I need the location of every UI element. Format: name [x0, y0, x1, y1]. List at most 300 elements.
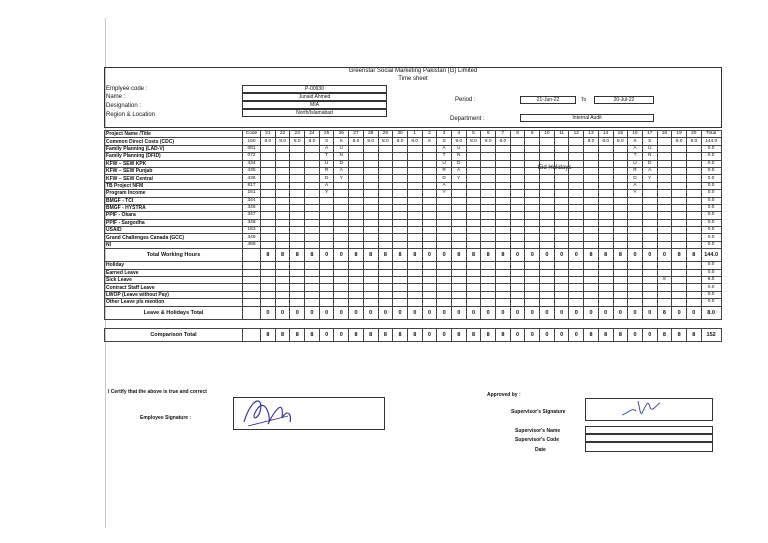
day-cell[interactable] [510, 175, 525, 182]
leave-cell[interactable] [363, 277, 378, 284]
day-cell[interactable] [686, 227, 701, 234]
day-cell[interactable]: 8.0 [672, 138, 687, 145]
day-cell[interactable] [642, 197, 657, 204]
day-cell[interactable] [496, 212, 511, 219]
day-cell[interactable] [422, 167, 437, 174]
leave-cell[interactable] [642, 262, 657, 269]
day-cell[interactable] [598, 167, 613, 174]
leave-cell[interactable]: 8 [657, 277, 672, 284]
day-cell[interactable] [613, 160, 628, 167]
day-cell[interactable] [672, 182, 687, 189]
leave-cell[interactable] [363, 291, 378, 298]
leave-cell[interactable] [275, 299, 290, 306]
day-cell[interactable] [349, 204, 364, 211]
day-cell[interactable] [598, 145, 613, 152]
leave-cell[interactable] [349, 299, 364, 306]
day-cell[interactable] [598, 175, 613, 182]
day-cell[interactable]: U [319, 160, 334, 167]
day-cell[interactable] [569, 204, 584, 211]
day-cell[interactable]: 8.0 [407, 138, 422, 145]
day-cell[interactable]: S [319, 138, 334, 145]
day-cell[interactable] [422, 160, 437, 167]
leave-cell[interactable] [598, 291, 613, 298]
department-field[interactable]: Internal Audit [520, 114, 654, 122]
leave-cell[interactable] [481, 291, 496, 298]
day-cell[interactable] [569, 241, 584, 248]
leave-cell[interactable] [657, 284, 672, 291]
leave-cell[interactable] [422, 299, 437, 306]
leave-cell[interactable] [407, 284, 422, 291]
day-cell[interactable] [393, 182, 408, 189]
day-cell[interactable]: Y [319, 190, 334, 197]
leave-cell[interactable] [363, 299, 378, 306]
day-cell[interactable] [305, 197, 320, 204]
day-cell[interactable] [672, 204, 687, 211]
day-cell[interactable] [554, 204, 569, 211]
day-cell[interactable] [642, 212, 657, 219]
day-cell[interactable] [378, 197, 393, 204]
period-from-field[interactable]: 21-Jun-22 [520, 96, 576, 104]
day-cell[interactable] [466, 190, 481, 197]
leave-cell[interactable] [466, 262, 481, 269]
day-cell[interactable] [628, 219, 643, 226]
day-cell[interactable] [334, 241, 349, 248]
day-cell[interactable] [275, 160, 290, 167]
leave-cell[interactable] [261, 284, 276, 291]
day-cell[interactable]: Y [334, 175, 349, 182]
leave-cell[interactable] [261, 291, 276, 298]
leave-cell[interactable] [481, 269, 496, 276]
day-cell[interactable] [613, 204, 628, 211]
day-cell[interactable] [628, 227, 643, 234]
day-cell[interactable] [569, 197, 584, 204]
day-cell[interactable] [525, 212, 540, 219]
leave-cell[interactable] [451, 284, 466, 291]
leave-cell[interactable] [686, 269, 701, 276]
day-cell[interactable] [657, 182, 672, 189]
leave-cell[interactable] [657, 269, 672, 276]
day-cell[interactable] [686, 190, 701, 197]
day-cell[interactable] [319, 227, 334, 234]
day-cell[interactable] [672, 153, 687, 160]
day-cell[interactable] [613, 197, 628, 204]
day-cell[interactable] [305, 204, 320, 211]
day-cell[interactable] [378, 212, 393, 219]
leave-cell[interactable] [437, 277, 452, 284]
day-cell[interactable] [598, 197, 613, 204]
day-cell[interactable] [642, 227, 657, 234]
leave-cell[interactable] [451, 262, 466, 269]
day-cell[interactable] [305, 190, 320, 197]
day-cell[interactable] [510, 227, 525, 234]
day-cell[interactable] [613, 190, 628, 197]
day-cell[interactable] [349, 160, 364, 167]
leave-cell[interactable] [422, 277, 437, 284]
day-cell[interactable]: N [642, 153, 657, 160]
day-cell[interactable] [422, 241, 437, 248]
day-cell[interactable] [393, 190, 408, 197]
day-cell[interactable] [686, 234, 701, 241]
day-cell[interactable] [540, 182, 555, 189]
day-cell[interactable]: R [319, 167, 334, 174]
day-cell[interactable] [290, 160, 305, 167]
day-cell[interactable]: D [451, 160, 466, 167]
day-cell[interactable]: A [319, 182, 334, 189]
day-cell[interactable]: Y [437, 190, 452, 197]
day-cell[interactable] [290, 212, 305, 219]
leave-cell[interactable] [261, 269, 276, 276]
day-cell[interactable] [437, 204, 452, 211]
day-cell[interactable]: 8.0 [378, 138, 393, 145]
leave-cell[interactable] [642, 299, 657, 306]
day-cell[interactable] [349, 234, 364, 241]
day-cell[interactable] [349, 241, 364, 248]
day-cell[interactable] [584, 182, 599, 189]
day-cell[interactable]: A [642, 167, 657, 174]
day-cell[interactable] [319, 212, 334, 219]
leave-cell[interactable] [613, 262, 628, 269]
leave-cell[interactable] [540, 262, 555, 269]
leave-cell[interactable] [686, 291, 701, 298]
day-cell[interactable] [510, 167, 525, 174]
day-cell[interactable] [393, 234, 408, 241]
day-cell[interactable] [613, 212, 628, 219]
day-cell[interactable] [407, 212, 422, 219]
period-to-field[interactable]: 20-Jul-22 [594, 96, 654, 104]
day-cell[interactable] [363, 175, 378, 182]
day-cell[interactable] [569, 153, 584, 160]
day-cell[interactable]: T [437, 153, 452, 160]
leave-cell[interactable] [554, 299, 569, 306]
day-cell[interactable]: A [628, 182, 643, 189]
leave-cell[interactable] [628, 269, 643, 276]
day-cell[interactable] [261, 160, 276, 167]
day-cell[interactable] [540, 212, 555, 219]
leave-cell[interactable] [466, 269, 481, 276]
day-cell[interactable] [525, 234, 540, 241]
leave-cell[interactable] [598, 284, 613, 291]
day-cell[interactable] [686, 160, 701, 167]
leave-cell[interactable] [349, 262, 364, 269]
leave-cell[interactable] [437, 269, 452, 276]
leave-cell[interactable] [451, 277, 466, 284]
leave-cell[interactable] [554, 262, 569, 269]
day-cell[interactable] [540, 227, 555, 234]
day-cell[interactable] [584, 234, 599, 241]
leave-cell[interactable] [672, 269, 687, 276]
day-cell[interactable] [613, 153, 628, 160]
day-cell[interactable] [481, 190, 496, 197]
day-cell[interactable] [686, 212, 701, 219]
day-cell[interactable]: 8.0 [349, 138, 364, 145]
day-cell[interactable]: N [451, 153, 466, 160]
day-cell[interactable] [407, 241, 422, 248]
day-cell[interactable] [510, 182, 525, 189]
day-cell[interactable] [525, 138, 540, 145]
day-cell[interactable] [466, 219, 481, 226]
day-cell[interactable] [686, 175, 701, 182]
day-cell[interactable] [334, 197, 349, 204]
day-cell[interactable] [437, 227, 452, 234]
day-cell[interactable] [672, 241, 687, 248]
day-cell[interactable] [481, 212, 496, 219]
day-cell[interactable] [261, 219, 276, 226]
day-cell[interactable] [393, 241, 408, 248]
leave-cell[interactable] [554, 269, 569, 276]
day-cell[interactable] [628, 241, 643, 248]
day-cell[interactable] [525, 182, 540, 189]
day-cell[interactable] [584, 204, 599, 211]
day-cell[interactable] [554, 175, 569, 182]
day-cell[interactable]: D [437, 175, 452, 182]
day-cell[interactable] [510, 234, 525, 241]
day-cell[interactable] [290, 175, 305, 182]
day-cell[interactable] [481, 204, 496, 211]
day-cell[interactable] [525, 145, 540, 152]
leave-cell[interactable] [393, 277, 408, 284]
day-cell[interactable] [319, 234, 334, 241]
leave-cell[interactable] [422, 262, 437, 269]
day-cell[interactable] [275, 212, 290, 219]
leave-cell[interactable] [481, 277, 496, 284]
day-cell[interactable] [290, 204, 305, 211]
day-cell[interactable] [466, 153, 481, 160]
leave-cell[interactable] [422, 291, 437, 298]
day-cell[interactable] [451, 212, 466, 219]
day-cell[interactable] [363, 182, 378, 189]
day-cell[interactable] [290, 197, 305, 204]
day-cell[interactable] [686, 167, 701, 174]
leave-cell[interactable] [613, 269, 628, 276]
leave-cell[interactable] [686, 284, 701, 291]
day-cell[interactable] [305, 160, 320, 167]
day-cell[interactable] [613, 167, 628, 174]
day-cell[interactable]: U [451, 145, 466, 152]
day-cell[interactable]: A [451, 167, 466, 174]
leave-cell[interactable] [451, 291, 466, 298]
day-cell[interactable] [657, 153, 672, 160]
day-cell[interactable] [349, 197, 364, 204]
day-cell[interactable]: R [628, 167, 643, 174]
leave-cell[interactable] [407, 277, 422, 284]
day-cell[interactable] [349, 167, 364, 174]
day-cell[interactable] [305, 212, 320, 219]
day-cell[interactable] [363, 212, 378, 219]
day-cell[interactable] [334, 219, 349, 226]
leave-cell[interactable] [275, 262, 290, 269]
day-cell[interactable] [422, 190, 437, 197]
day-cell[interactable] [451, 182, 466, 189]
leave-cell[interactable] [407, 269, 422, 276]
leave-cell[interactable] [525, 299, 540, 306]
leave-cell[interactable] [540, 284, 555, 291]
day-cell[interactable] [540, 241, 555, 248]
day-cell[interactable] [496, 241, 511, 248]
day-cell[interactable] [642, 234, 657, 241]
day-cell[interactable] [642, 182, 657, 189]
day-cell[interactable]: A [628, 145, 643, 152]
day-cell[interactable] [686, 241, 701, 248]
day-cell[interactable] [496, 175, 511, 182]
day-cell[interactable] [378, 227, 393, 234]
day-cell[interactable]: 8.0 [584, 138, 599, 145]
leave-cell[interactable] [437, 291, 452, 298]
day-cell[interactable] [569, 234, 584, 241]
day-cell[interactable] [407, 167, 422, 174]
leave-cell[interactable] [378, 299, 393, 306]
leave-cell[interactable] [510, 291, 525, 298]
day-cell[interactable] [334, 227, 349, 234]
day-cell[interactable] [407, 227, 422, 234]
leave-cell[interactable] [569, 284, 584, 291]
leave-cell[interactable] [481, 299, 496, 306]
day-cell[interactable] [290, 145, 305, 152]
day-cell[interactable] [422, 234, 437, 241]
leave-cell[interactable] [407, 262, 422, 269]
day-cell[interactable] [349, 145, 364, 152]
leave-cell[interactable] [290, 284, 305, 291]
leave-cell[interactable] [378, 291, 393, 298]
day-cell[interactable] [554, 145, 569, 152]
leave-cell[interactable] [496, 284, 511, 291]
day-cell[interactable] [261, 212, 276, 219]
day-cell[interactable]: 8.0 [686, 138, 701, 145]
day-cell[interactable] [496, 190, 511, 197]
day-cell[interactable] [657, 219, 672, 226]
day-cell[interactable] [407, 160, 422, 167]
leave-cell[interactable] [334, 284, 349, 291]
leave-cell[interactable] [496, 277, 511, 284]
leave-cell[interactable] [584, 269, 599, 276]
leave-cell[interactable] [657, 291, 672, 298]
day-cell[interactable] [686, 197, 701, 204]
day-cell[interactable] [496, 145, 511, 152]
day-cell[interactable] [363, 241, 378, 248]
day-cell[interactable] [598, 227, 613, 234]
day-cell[interactable] [422, 219, 437, 226]
day-cell[interactable] [407, 182, 422, 189]
leave-cell[interactable] [378, 284, 393, 291]
day-cell[interactable] [334, 204, 349, 211]
day-cell[interactable] [261, 204, 276, 211]
day-cell[interactable] [393, 153, 408, 160]
leave-cell[interactable] [466, 277, 481, 284]
day-cell[interactable] [540, 234, 555, 241]
leave-cell[interactable] [349, 291, 364, 298]
leave-cell[interactable] [672, 291, 687, 298]
leave-cell[interactable] [613, 299, 628, 306]
day-cell[interactable] [407, 145, 422, 152]
leave-cell[interactable] [525, 291, 540, 298]
day-cell[interactable] [554, 212, 569, 219]
day-cell[interactable] [569, 182, 584, 189]
day-cell[interactable] [466, 227, 481, 234]
day-cell[interactable] [334, 234, 349, 241]
day-cell[interactable]: N [334, 153, 349, 160]
day-cell[interactable]: U [642, 145, 657, 152]
day-cell[interactable] [510, 153, 525, 160]
day-cell[interactable]: A [319, 145, 334, 152]
leave-cell[interactable] [510, 269, 525, 276]
day-cell[interactable] [466, 175, 481, 182]
day-cell[interactable] [657, 227, 672, 234]
leave-cell[interactable] [393, 299, 408, 306]
leave-cell[interactable] [363, 262, 378, 269]
day-cell[interactable] [261, 241, 276, 248]
day-cell[interactable] [393, 167, 408, 174]
day-cell[interactable] [510, 212, 525, 219]
leave-cell[interactable] [261, 277, 276, 284]
day-cell[interactable] [510, 241, 525, 248]
day-cell[interactable] [540, 153, 555, 160]
day-cell[interactable] [496, 160, 511, 167]
day-cell[interactable] [672, 227, 687, 234]
day-cell[interactable] [672, 175, 687, 182]
day-cell[interactable] [510, 219, 525, 226]
day-cell[interactable] [598, 190, 613, 197]
day-cell[interactable] [510, 160, 525, 167]
day-cell[interactable] [349, 190, 364, 197]
day-cell[interactable] [305, 145, 320, 152]
leave-cell[interactable] [569, 262, 584, 269]
day-cell[interactable] [349, 153, 364, 160]
day-cell[interactable] [305, 227, 320, 234]
leave-cell[interactable] [686, 277, 701, 284]
day-cell[interactable] [466, 145, 481, 152]
leave-cell[interactable] [510, 284, 525, 291]
leave-cell[interactable] [525, 284, 540, 291]
day-cell[interactable] [569, 175, 584, 182]
day-cell[interactable] [686, 145, 701, 152]
day-cell[interactable] [657, 234, 672, 241]
leave-cell[interactable] [584, 262, 599, 269]
day-cell[interactable] [393, 219, 408, 226]
leave-cell[interactable] [672, 262, 687, 269]
day-cell[interactable] [363, 234, 378, 241]
day-cell[interactable] [451, 227, 466, 234]
day-cell[interactable]: D [319, 175, 334, 182]
leave-cell[interactable] [540, 269, 555, 276]
day-cell[interactable] [540, 204, 555, 211]
day-cell[interactable]: Y [628, 190, 643, 197]
leave-cell[interactable] [275, 291, 290, 298]
leave-cell[interactable] [598, 277, 613, 284]
leave-cell[interactable] [393, 269, 408, 276]
day-cell[interactable] [290, 182, 305, 189]
day-cell[interactable] [261, 182, 276, 189]
leave-cell[interactable] [378, 277, 393, 284]
leave-cell[interactable] [363, 269, 378, 276]
day-cell[interactable]: U [334, 145, 349, 152]
day-cell[interactable] [319, 204, 334, 211]
day-cell[interactable] [525, 241, 540, 248]
day-cell[interactable] [525, 227, 540, 234]
day-cell[interactable] [466, 241, 481, 248]
day-cell[interactable] [554, 190, 569, 197]
day-cell[interactable] [569, 227, 584, 234]
day-cell[interactable] [525, 153, 540, 160]
day-cell[interactable] [657, 190, 672, 197]
leave-cell[interactable] [378, 269, 393, 276]
day-cell[interactable] [569, 219, 584, 226]
leave-cell[interactable] [334, 269, 349, 276]
day-cell[interactable] [261, 167, 276, 174]
leave-cell[interactable] [407, 291, 422, 298]
day-cell[interactable] [672, 197, 687, 204]
day-cell[interactable] [613, 241, 628, 248]
day-cell[interactable] [657, 241, 672, 248]
day-cell[interactable] [496, 153, 511, 160]
